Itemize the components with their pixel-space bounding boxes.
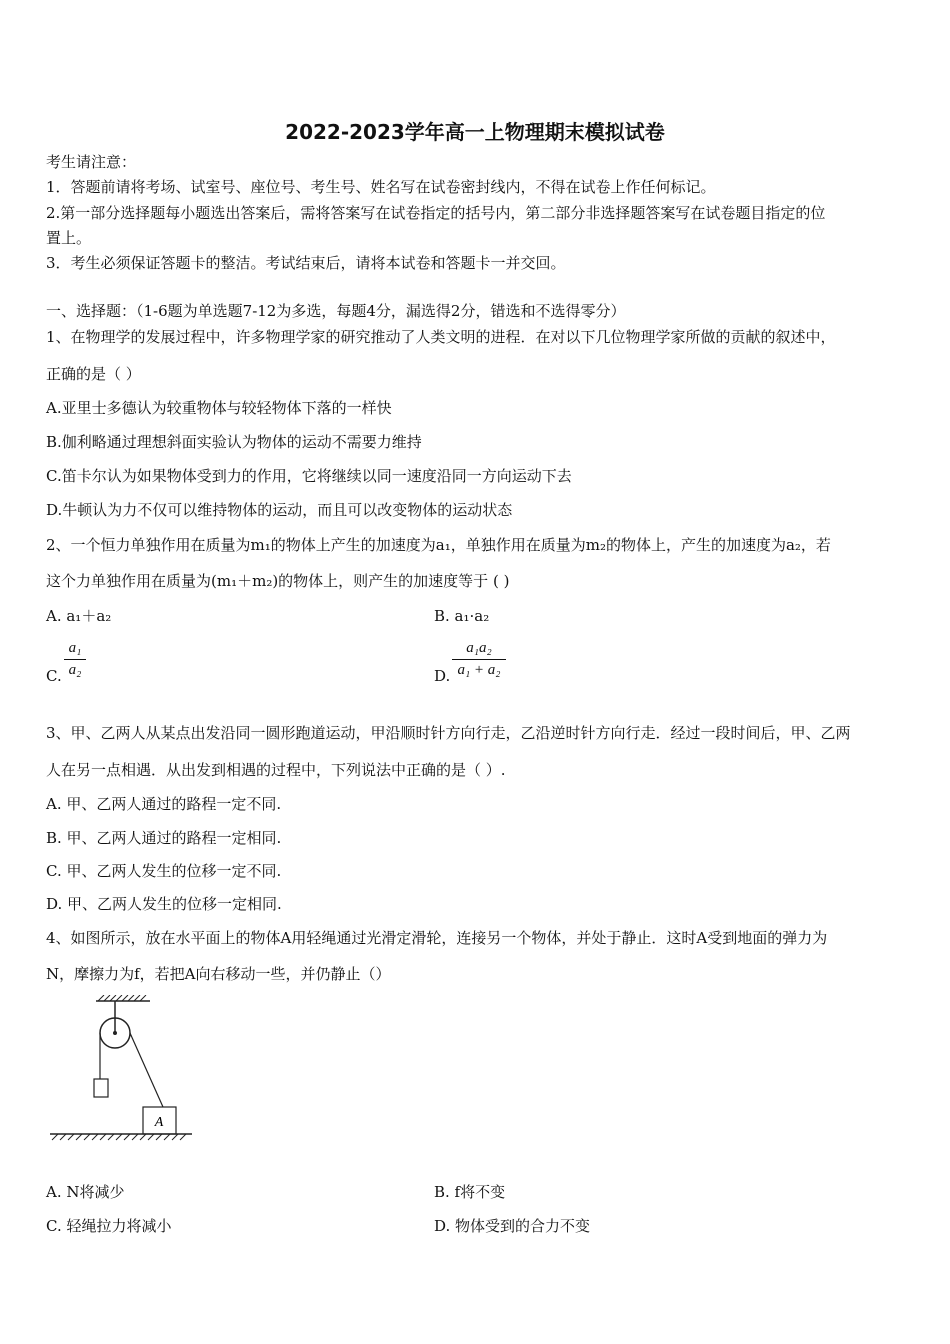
q2-option-a: A. a₁＋a₂ bbox=[46, 607, 112, 625]
q1-stem-line-2: 正确的是（ ） bbox=[46, 365, 141, 383]
fraction-bar bbox=[452, 659, 506, 660]
q1-option-a: A.亚里士多德认为较重物体与较轻物体下落的一样快 bbox=[46, 399, 392, 417]
q1-option-d: D.牛顿认为力不仅可以维持物体的运动，而且可以改变物体的运动状态 bbox=[46, 501, 513, 519]
q2-option-d-label: D. bbox=[434, 667, 451, 685]
q2-option-c-label: C. bbox=[46, 667, 62, 685]
notice-item-2: 2.第一部分选择题每小题选出答案后，需将答案写在试卷指定的括号内，第二部分非选择题答案写在试卷题目指定的位 bbox=[46, 204, 826, 222]
q3-stem-line-1: 3、甲、乙两人从某点出发沿同一圆形跑道运动，甲沿顺时针方向行走，乙沿逆时针方向行走．经过一段时间后，甲、乙两 bbox=[46, 724, 851, 742]
notice-heading: 考生请注意： bbox=[46, 153, 137, 171]
q3-option-b: B. 甲、乙两人通过的路程一定相同. bbox=[46, 829, 282, 847]
q3-stem-line-2: 人在另一点相遇．从出发到相遇的过程中，下列说法中正确的是（ ）. bbox=[46, 761, 506, 779]
q3-option-c: C. 甲、乙两人发生的位移一定不同. bbox=[46, 862, 282, 880]
q2-option-d-fraction bbox=[452, 640, 506, 679]
q4-option-b: B. f将不变 bbox=[434, 1183, 506, 1201]
q2-stem-line-2: 这个力单独作用在质量为(m₁＋m₂)的物体上，则产生的加速度等于 ( ) bbox=[46, 572, 510, 590]
q2-stem-line-1: 2、一个恒力单独作用在质量为m₁的物体上产生的加速度为a₁，单独作用在质量为m₂的物体上，产生的加速度为a₂，若 bbox=[46, 536, 831, 554]
section-heading: 一、选择题：（1-6题为单选题7-12为多选，每题4分，漏选得2分，错选和不选得零分） bbox=[46, 302, 626, 320]
q4-option-a: A. N将减少 bbox=[46, 1183, 125, 1201]
q2-option-d-numerator: a₁a₂ bbox=[466, 640, 492, 656]
q2-option-c-denominator: a₂ bbox=[68, 662, 82, 678]
pulley-figure bbox=[46, 995, 198, 1145]
q4-stem-line-2: N，摩擦力为f，若把A向右移动一些，并仍静止（） bbox=[46, 965, 391, 983]
q4-option-d: D. 物体受到的合力不变 bbox=[434, 1217, 591, 1235]
q3-option-a: A. 甲、乙两人通过的路程一定不同. bbox=[46, 795, 282, 813]
fraction-bar bbox=[64, 659, 86, 660]
page-title: 2022-2023学年高一上物理期末模拟试卷 bbox=[285, 120, 665, 144]
q2-option-c-numerator: a₁ bbox=[68, 640, 82, 656]
q3-option-d: D. 甲、乙两人发生的位移一定相同. bbox=[46, 895, 282, 913]
notice-item-1: 1．答题前请将考场、试室号、座位号、考生号、姓名写在试卷密封线内，不得在试卷上作任何标记。 bbox=[46, 178, 716, 196]
q4-option-c: C. 轻绳拉力将减小 bbox=[46, 1217, 172, 1235]
q4-stem-line-1: 4、如图所示，放在水平面上的物体A用轻绳通过光滑定滑轮，连接另一个物体，并处于静止．这时A受到地面的弹力为 bbox=[46, 929, 828, 947]
q1-option-b: B.伽利略通过理想斜面实验认为物体的运动不需要力维持 bbox=[46, 433, 422, 451]
block-a-label: A bbox=[154, 1115, 164, 1130]
q2-option-b: B. a₁·a₂ bbox=[434, 607, 490, 625]
notice-item-2-cont: 置上。 bbox=[46, 229, 92, 247]
notice-item-3: 3．考生必须保证答题卡的整洁。考试结束后，请将本试卷和答题卡一并交回。 bbox=[46, 254, 566, 272]
q1-stem-line-1: 1、在物理学的发展过程中，许多物理学家的研究推动了人类文明的进程．在对以下几位物理学家所做的贡献的叙述中， bbox=[46, 328, 836, 346]
q2-option-c-fraction bbox=[64, 640, 86, 679]
q1-option-c: C.笛卡尔认为如果物体受到力的作用，它将继续以同一速度沿同一方向运动下去 bbox=[46, 467, 572, 485]
q2-option-d-denominator: a₁ + a₂ bbox=[457, 662, 501, 678]
